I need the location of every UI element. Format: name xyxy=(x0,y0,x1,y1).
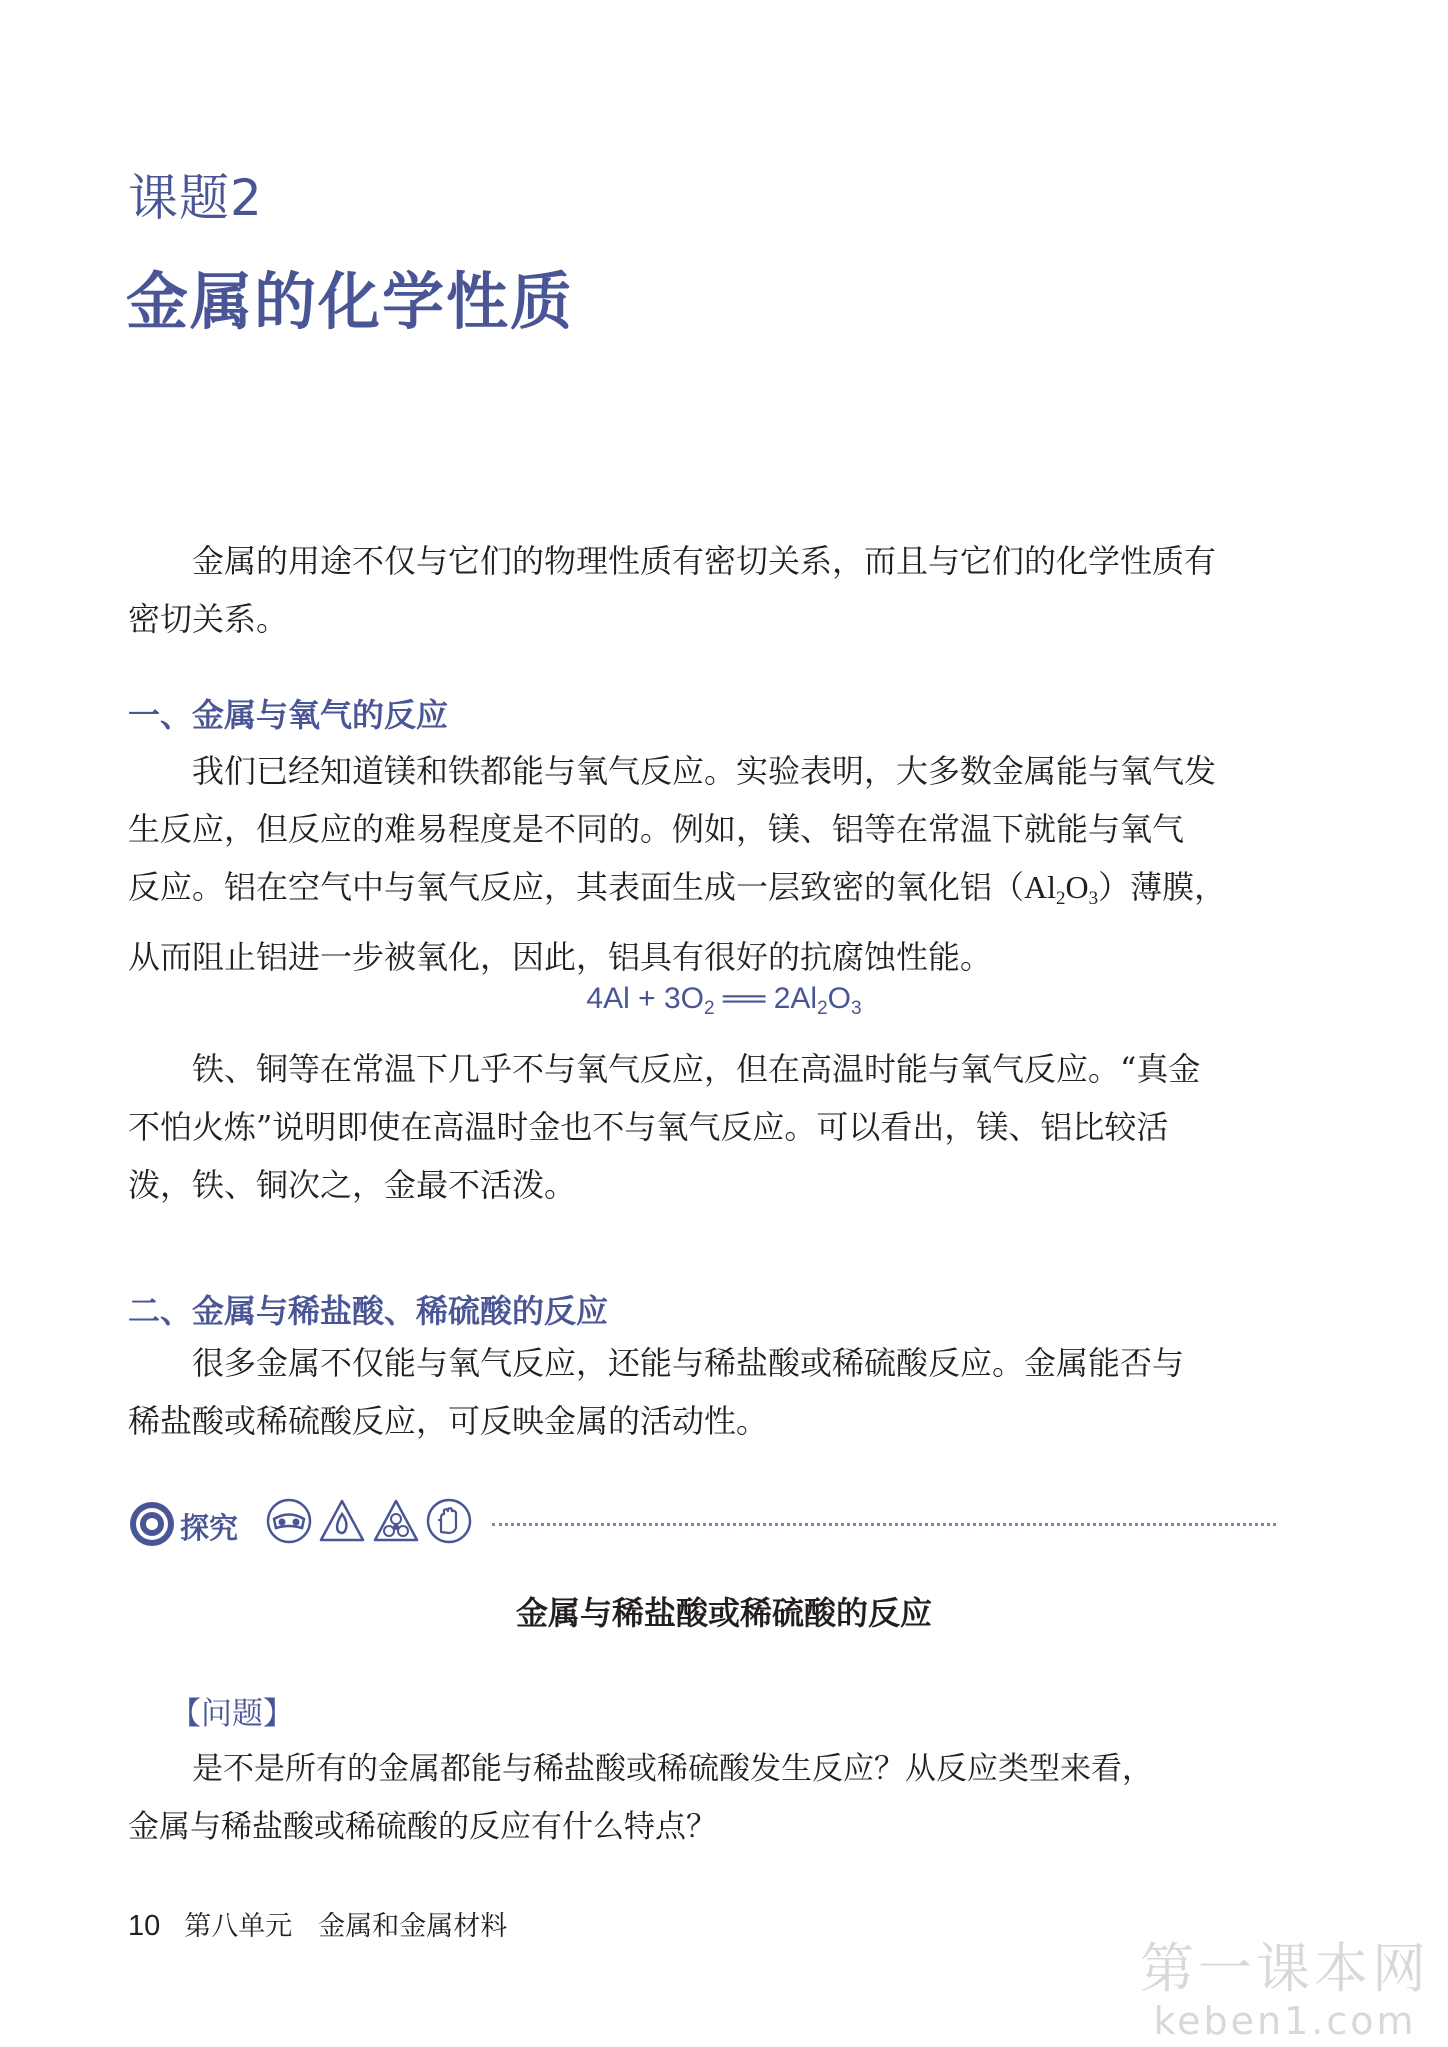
watermark-line: keben1.com xyxy=(1153,1999,1417,2043)
experiment-title: 金属与稀盐酸或稀硫酸的反应 xyxy=(515,1594,932,1632)
section1-line: 生反应，但反应的难易程度是不同的。例如，镁、铝等在常温下就能与氧气 xyxy=(128,810,1185,848)
question-label: 【问题】 xyxy=(170,1696,294,1732)
section1-heading: 一、金属与氧气的反应 xyxy=(128,696,449,734)
target-icon xyxy=(128,1500,176,1548)
watermark-line: 第一课本网 xyxy=(1140,1937,1430,2000)
section1-paragraph1 xyxy=(128,742,1276,986)
section1-line: 从而阻止铝进一步被氧化，因此，铝具有很好的抗腐蚀性能。 xyxy=(128,938,993,976)
section1-line xyxy=(128,858,1276,928)
lesson-title: 金属的化学性质 xyxy=(126,265,575,338)
hand-wash-icon xyxy=(426,1498,472,1544)
lesson-number: 课题2 xyxy=(128,169,263,227)
question-line: 是不是所有的金属都能与稀盐酸或稀硫酸发生反应？从反应类型来看， xyxy=(192,1751,1153,1787)
section2-line: 稀盐酸或稀硫酸反应，可反映金属的活动性。 xyxy=(128,1402,769,1440)
alumina-formula: $Al_2O_3$ xyxy=(1024,869,1099,909)
page-number: 10 xyxy=(128,1910,161,1942)
fan-warning-icon xyxy=(372,1498,420,1544)
section1-line: 泼，铁、铜次之，金最不活泼。 xyxy=(128,1166,577,1204)
aluminum-oxidation-equation: $4Al + 3O_2$ ══ $2Al_2O_3$ xyxy=(586,982,862,1019)
section1-line: 不怕火炼”说明即使在高温时金也不与氧气反应。可以看出，镁、铝比较活 xyxy=(128,1108,1169,1146)
goggles-icon xyxy=(266,1498,312,1544)
intro-line: 金属的用途不仅与它们的物理性质有密切关系，而且与它们的化学性质有 xyxy=(192,542,1217,580)
unit-label: 第八单元 xyxy=(184,1911,293,1942)
intro-line: 密切关系。 xyxy=(128,600,289,638)
section2-line: 很多金属不仅能与氧气反应，还能与稀盐酸或稀硫酸反应。金属能否与 xyxy=(192,1344,1185,1382)
explore-label: 探究 xyxy=(180,1511,239,1545)
intro-paragraph xyxy=(128,532,1276,648)
section1-line-text: ）薄膜， xyxy=(1098,868,1227,906)
section1-line: 铁、铜等在常温下几乎不与氧气反应，但在高温时能与氧气反应。“真金 xyxy=(192,1050,1201,1088)
question-line: 金属与稀盐酸或稀硫酸的反应有什么特点？ xyxy=(128,1809,717,1845)
section2-paragraph xyxy=(128,1334,1276,1450)
flame-warning-icon xyxy=(318,1498,366,1544)
section2-heading: 二、金属与稀盐酸、稀硫酸的反应 xyxy=(128,1292,609,1330)
page-footer xyxy=(128,1904,507,1943)
section1-line-text: 反应。铝在空气中与氧气反应，其表面生成一层致密的氧化铝（ xyxy=(128,868,1025,906)
explore-bar xyxy=(128,1496,1276,1552)
equals-sign: ══ xyxy=(714,982,774,1015)
section1-paragraph2 xyxy=(128,1040,1276,1214)
dotted-divider xyxy=(492,1523,1276,1526)
section1-line: 我们已经知道镁和铁都能与氧气反应。实验表明，大多数金属能与氧气发 xyxy=(192,752,1217,790)
unit-title: 金属和金属材料 xyxy=(318,1911,508,1942)
watermark xyxy=(1140,1926,1430,2043)
question-paragraph xyxy=(128,1740,1276,1856)
